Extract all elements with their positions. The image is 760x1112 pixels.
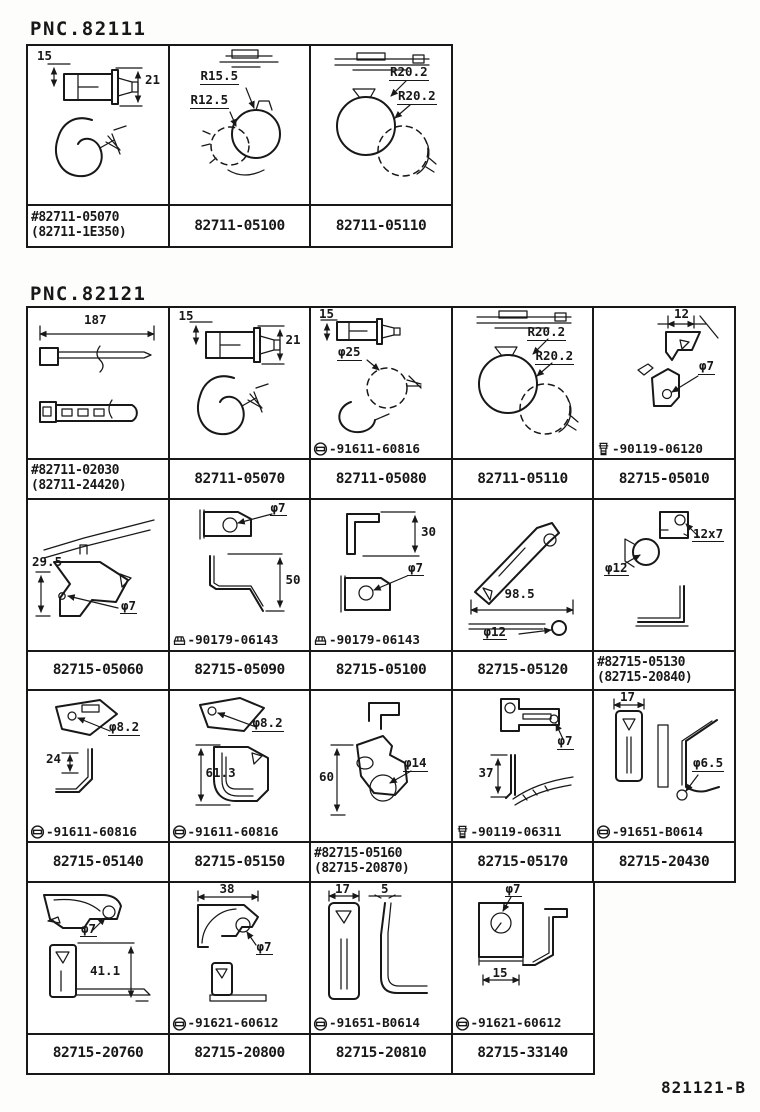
part-figure <box>453 880 593 1035</box>
dimension-label: 50 <box>285 571 301 587</box>
dimension-label: 24 <box>46 751 62 766</box>
dimension-label: R20.2 <box>398 88 436 103</box>
part-cell <box>168 306 312 500</box>
part-number: 82711-05110 <box>477 470 568 487</box>
dimension-label: 5 <box>381 880 389 896</box>
part-number: 82715-20800 <box>194 1045 285 1062</box>
dimension-label: 12 <box>674 306 690 321</box>
hardware-callout <box>596 441 703 457</box>
dimension-label: 38 <box>219 880 235 896</box>
hardware-callout <box>30 824 137 840</box>
part-number: 82715-05010 <box>618 470 710 487</box>
hardware-code: -90119-06120 <box>612 440 703 456</box>
part-number-label <box>453 1035 593 1073</box>
part-figure <box>311 691 451 843</box>
part-number: 82711-05110 <box>335 217 427 234</box>
dimension-label: 60 <box>319 769 335 784</box>
dimension-label: 29.5 <box>32 553 63 569</box>
part-figure <box>311 880 451 1035</box>
dimension-label: φ25 <box>338 344 361 359</box>
hook-bracket-drawing <box>594 308 734 458</box>
curve-hook-strap-drawing <box>28 883 168 1033</box>
part-number-label <box>28 1035 168 1073</box>
double-clamp-drawing <box>453 308 593 458</box>
dimension-label: φ14 <box>404 755 427 770</box>
hardware-code: -91621-60612 <box>470 1015 562 1031</box>
dimension-label: 37 <box>478 765 494 780</box>
part-number: #82715-05130 <box>597 654 685 670</box>
parts-table-82121 <box>26 306 736 1075</box>
pnc-title-82111: PNC.82111 <box>30 18 147 40</box>
part-cell <box>451 881 595 1075</box>
part-number: 82715-05100 <box>335 662 427 679</box>
part-number-label <box>594 843 734 881</box>
dimension-label: φ6.5 <box>693 755 724 770</box>
screw-head-icon <box>30 824 45 840</box>
quarter-bracket-drawing <box>170 880 310 1033</box>
part-number-label <box>594 652 734 690</box>
hardware-code: -91651-B0614 <box>612 823 703 839</box>
part-figure <box>28 691 168 843</box>
part-figure <box>311 500 451 652</box>
screw-head-icon <box>313 1016 328 1032</box>
part-figure <box>28 308 168 460</box>
part-cell <box>592 498 736 692</box>
part-cell <box>26 689 170 883</box>
pnc-title-82121: PNC.82121 <box>30 283 147 305</box>
parts-table-82111 <box>26 44 453 248</box>
screw-head-icon <box>313 441 328 457</box>
hardware-callout <box>455 1016 562 1032</box>
bolt-icon <box>596 441 611 457</box>
part-number: #82715-05160 <box>314 846 402 862</box>
part-number-label <box>170 206 310 246</box>
screw-head-icon <box>596 824 611 840</box>
part-figure <box>594 691 734 843</box>
hardware-code: -90179-06143 <box>329 632 420 648</box>
cable-tie-drawing <box>28 308 168 458</box>
part-number: 82715-20760 <box>52 1045 144 1062</box>
part-number-label <box>311 652 451 690</box>
part-figure <box>453 308 593 460</box>
part-number-label <box>170 652 310 690</box>
dimension-label: R12.5 <box>190 92 229 107</box>
hardware-code: -91621-60612 <box>187 1015 279 1031</box>
screw-head-icon <box>172 1016 187 1032</box>
part-number: #82711-02030 <box>31 463 119 479</box>
part-figure <box>170 46 310 206</box>
hook-plate-drawing <box>311 691 451 841</box>
dimension-label: 15 <box>319 306 335 321</box>
part-number-label <box>311 1035 451 1073</box>
dimension-label: 15 <box>492 964 508 980</box>
part-cell <box>451 498 595 692</box>
part-number: 82715-05150 <box>194 853 285 870</box>
dimension-label: φ7 <box>121 597 137 613</box>
part-number-label <box>170 1035 310 1073</box>
alt-part-number: (82715-20840) <box>597 669 693 685</box>
part-figure <box>28 883 168 1035</box>
part-cell <box>592 306 736 500</box>
part-number-label <box>311 206 451 246</box>
strap-l-hook-drawing <box>311 880 451 1033</box>
part-number-label <box>311 460 451 498</box>
hardware-callout <box>313 441 420 457</box>
dimension-label: φ7 <box>505 880 521 896</box>
clamp-drawing <box>311 308 451 458</box>
part-number: 82715-05090 <box>194 662 285 679</box>
hardware-callout <box>313 1016 420 1032</box>
part-cell <box>309 689 453 883</box>
part-figure <box>453 500 593 652</box>
flange-nut-icon <box>172 633 187 649</box>
hardware-code: -90119-06311 <box>470 823 562 839</box>
hardware-code: -91651-B0614 <box>329 1015 420 1031</box>
part-number: #82711-05070 <box>31 210 119 226</box>
dimension-label: 61.3 <box>205 765 236 780</box>
hardware-code: -91611-60816 <box>46 823 137 839</box>
alt-part-number: (82711-24420) <box>31 478 127 493</box>
page-code: 821121-B <box>660 1078 746 1097</box>
part-cell <box>592 689 736 883</box>
plate-angle-drawing <box>453 880 593 1033</box>
part-figure <box>28 500 168 652</box>
hardware-code: -91611-60816 <box>187 823 279 839</box>
dimension-label: R20.2 <box>527 324 566 339</box>
part-number-label <box>28 460 168 498</box>
dimension-label: φ7 <box>557 733 573 748</box>
part-cell <box>309 881 453 1075</box>
bolt-icon <box>455 824 470 840</box>
dimension-label: 17 <box>335 880 351 896</box>
dimension-label: 187 <box>84 312 107 327</box>
part-cell <box>451 306 595 500</box>
dimension-label: 12x7 <box>693 525 724 541</box>
dimension-label: 30 <box>421 523 437 539</box>
double-clamp-drawing <box>311 46 451 204</box>
diagonal-strap-drawing <box>453 500 593 650</box>
hardware-callout <box>172 824 279 840</box>
dimension-label: φ7 <box>256 938 272 954</box>
hardware-callout <box>313 633 420 649</box>
hardware-callout <box>455 824 562 840</box>
cylinder-clamp-drawing <box>170 308 310 458</box>
part-number-label <box>594 460 734 498</box>
dimension-label: 21 <box>145 72 161 87</box>
part-number: 82711-05100 <box>194 217 285 234</box>
flange-nut-icon <box>313 633 328 649</box>
part-cell <box>26 306 170 500</box>
hardware-code: -91611-60816 <box>329 440 420 456</box>
part-cell <box>168 881 312 1075</box>
dimension-label: R15.5 <box>200 68 239 83</box>
dimension-label: φ7 <box>270 499 286 515</box>
part-cell <box>168 498 312 692</box>
part-cell <box>309 498 453 692</box>
part-cell <box>309 306 453 500</box>
screw-head-icon <box>172 824 187 840</box>
part-number: 82715-05120 <box>477 662 568 679</box>
part-number-label <box>170 460 310 498</box>
part-cell <box>168 689 312 883</box>
part-number-label <box>170 843 310 881</box>
hardware-callout <box>172 633 279 649</box>
part-cell <box>26 44 170 248</box>
part-cell <box>309 44 453 248</box>
dimension-label: φ7 <box>408 559 424 575</box>
dimension-label: 21 <box>285 332 301 347</box>
part-number-label <box>453 460 593 498</box>
z-bracket-drawing <box>28 500 168 650</box>
dimension-label: 17 <box>620 689 636 704</box>
dimension-label: 15 <box>37 48 53 63</box>
dimension-label: R20.2 <box>535 348 574 363</box>
flag-strap-drawing <box>453 691 593 841</box>
part-cell <box>26 498 170 692</box>
part-figure <box>594 500 734 652</box>
part-figure <box>170 308 310 460</box>
part-number: 82711-05070 <box>194 470 285 487</box>
hardware-code: -90179-06143 <box>187 632 279 648</box>
alt-part-number: (82711-1E350) <box>31 225 127 240</box>
alt-part-number: (82715-20870) <box>314 861 410 876</box>
dimension-label: φ12 <box>483 623 507 639</box>
part-figure <box>311 308 451 460</box>
part-number-label <box>311 843 451 881</box>
part-number: 82715-05060 <box>52 662 144 679</box>
part-figure <box>594 308 734 460</box>
round-clamp-drawing <box>170 46 310 204</box>
part-figure <box>453 691 593 843</box>
dimension-label: 15 <box>178 308 194 323</box>
hardware-callout <box>172 1016 279 1032</box>
part-number: 82715-33140 <box>477 1045 568 1062</box>
part-number-label <box>453 843 593 881</box>
part-cell <box>168 44 312 248</box>
part-number: 82715-05140 <box>52 853 144 870</box>
dimension-label: φ7 <box>81 920 97 936</box>
l-bracket-drawing <box>311 500 451 650</box>
screw-head-icon <box>455 1016 470 1032</box>
part-number-label <box>28 206 168 246</box>
hardware-callout <box>596 824 703 840</box>
dimension-label: φ7 <box>699 358 715 373</box>
cylinder-clamp-drawing <box>28 46 168 204</box>
part-figure <box>170 691 310 843</box>
plate-l-bracket-drawing <box>28 691 168 841</box>
part-number: 82711-05080 <box>335 470 427 487</box>
part-figure <box>170 500 310 652</box>
dimension-label: φ8.2 <box>109 719 140 734</box>
part-cell <box>26 881 170 1075</box>
curved-bracket-drawing <box>170 691 310 841</box>
part-number-label <box>453 652 593 690</box>
part-number: 82715-05170 <box>477 853 568 870</box>
dimension-label: 98.5 <box>504 585 535 601</box>
part-number-label <box>28 843 168 881</box>
part-figure <box>28 46 168 206</box>
dimension-label: φ8.2 <box>252 715 283 730</box>
part-figure <box>170 880 310 1035</box>
part-number: 82715-20810 <box>335 1045 427 1062</box>
part-cell <box>451 689 595 883</box>
part-number-label <box>28 652 168 690</box>
part-figure <box>311 46 451 206</box>
dimension-label: R20.2 <box>390 64 428 79</box>
part-number: 82715-20430 <box>618 853 710 870</box>
dimension-label: 41.1 <box>90 962 121 978</box>
dimension-label: φ12 <box>605 559 628 575</box>
